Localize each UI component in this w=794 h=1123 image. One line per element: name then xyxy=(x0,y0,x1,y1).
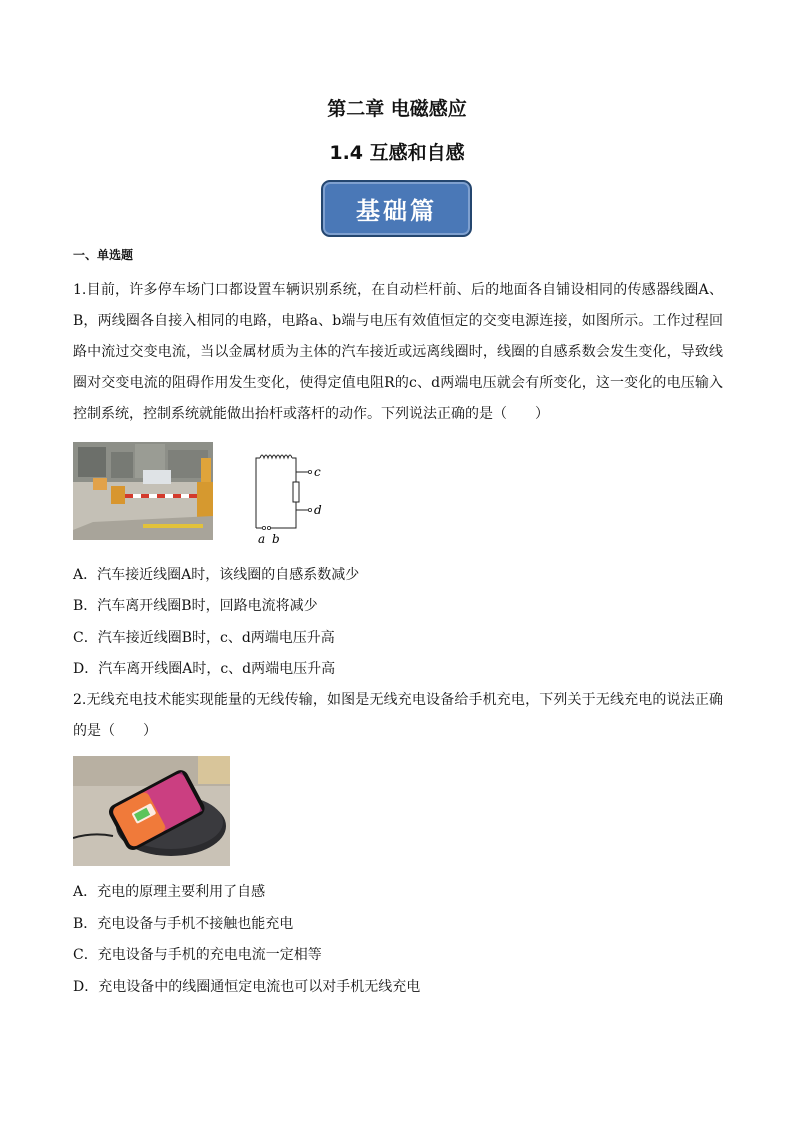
question-1-option-d[interactable]: D．汽车离开线圈A时，c、d两端电压升高 xyxy=(73,661,336,677)
question-2-option-c[interactable]: C．充电设备与手机的充电电流一定相等 xyxy=(73,947,322,963)
parking-barrier-photo xyxy=(73,442,213,540)
section-title: 1.4 互感和自感 xyxy=(329,142,465,164)
wireless-charging-photo xyxy=(73,756,230,866)
question-1-option-a[interactable]: A．汽车接近线圈A时，该线圈的自感系数减少 xyxy=(73,567,360,583)
question-2-text: 2.无线充电技术能实现能量的无线传输，如图是无线充电设备给手机充电，下列关于无线充电的说法正确的是（ ） xyxy=(73,692,723,739)
terminal-c-label: c xyxy=(314,465,321,479)
terminal-a-label: a xyxy=(258,532,266,546)
question-1-option-c[interactable]: C．汽车接近线圈B时，c、d两端电压升高 xyxy=(73,630,335,646)
question-1-option-b[interactable]: B．汽车离开线圈B时，回路电流将减少 xyxy=(73,598,318,614)
question-2-option-b[interactable]: B．充电设备与手机不接触也能充电 xyxy=(73,916,294,932)
question-2-option-d[interactable]: D．充电设备中的线圈通恒定电流也可以对手机无线充电 xyxy=(73,979,421,995)
terminal-b-label: b xyxy=(272,532,280,546)
question-1-text: 1.目前，许多停车场门口都设置车辆识别系统，在自动栏杆前、后的地面各自铺设相同的传感器线圈A、B，两线圈各自接入相同的电路，电路a、b端与电压有效值恒定的交变电源连接，如图所示。工作过程回路中流过交变电流，当以金属材质为主体的汽车接近或远离线圈时，线圈的自感系数会发生变化，导致线圈对交变电流的阻碍作用发生变化，使得定值电阻R的c、d两端电压就会有所变化，这一变化的电压输入控制系统，控制系统就能做出抬杆或落杆的动作。下列说法正确的是（ ） xyxy=(73,282,723,422)
sensor-circuit-diagram xyxy=(236,446,336,546)
chapter-title: 第二章 电磁感应 xyxy=(327,98,467,120)
terminal-d-label: d xyxy=(314,503,322,517)
question-2-option-a[interactable]: A．充电的原理主要利用了自感 xyxy=(73,884,266,900)
section-heading: 一、单选题 xyxy=(73,248,134,262)
level-badge: 基础篇 xyxy=(321,180,472,237)
